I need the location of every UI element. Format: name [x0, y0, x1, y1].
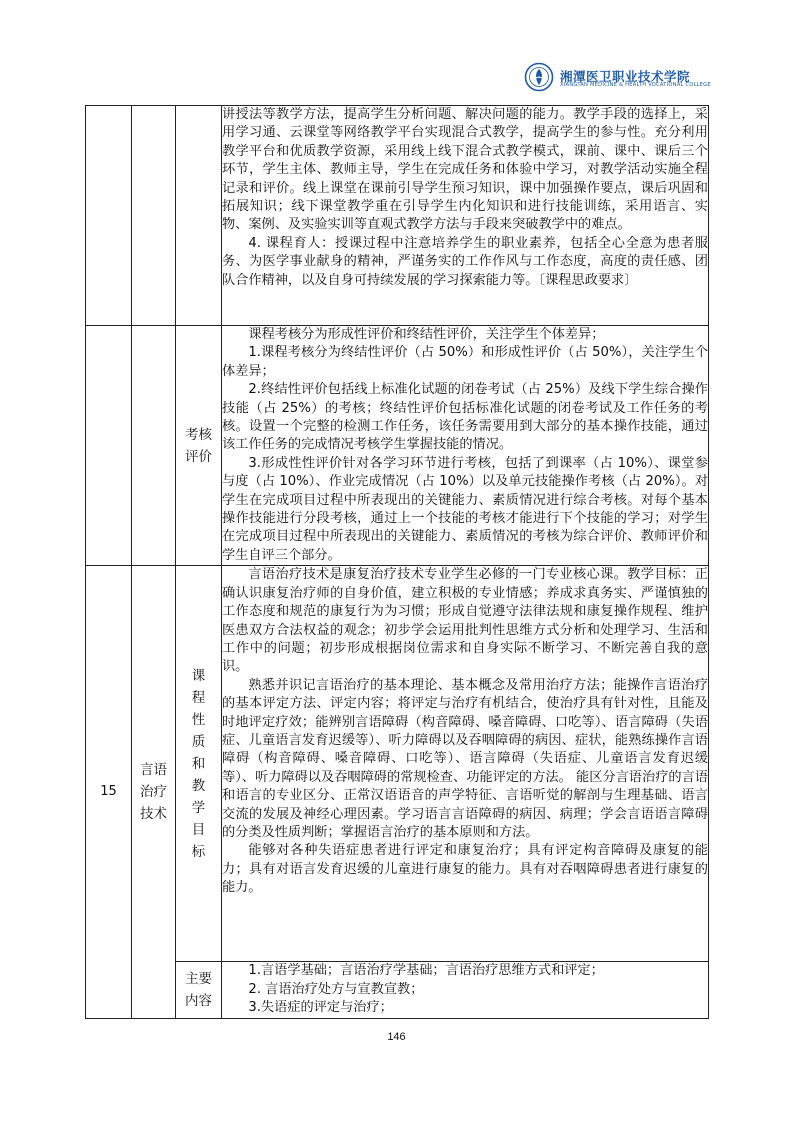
course-cell-empty — [132, 326, 176, 566]
main-content-label: 主要内容 — [176, 962, 222, 1018]
assessment-content — [222, 326, 709, 566]
main-content-item-1: 1.言语学基础；言语治疗学基础；言语治疗思维方式和评定； — [248, 963, 604, 979]
course-cell-empty — [132, 106, 176, 326]
course-name: 言语治疗技术 — [132, 566, 176, 1018]
college-seal-icon — [524, 62, 554, 92]
college-logo — [524, 62, 711, 98]
table-row-main-content — [86, 962, 709, 1018]
nature-text-2: 熟悉并识记言语治疗的基本理论、基本概念及常用治疗方法；能操作言语治疗的基本评定方法、评定内容；将评定与治疗有机结合，使治疗具有针对性，且能及时地评定疗效；能辨别言语障碍（构音障碍、嗓音障碍、口吃等）、语言障碍（失语症、儿童语言发育迟缓等）、听力障碍以及吞咽障碍的病因、症状，能熟练操作言语障碍（构音障碍、嗓音障碍、口吃等）、语言障碍（失语症、儿童语言发育迟缓等）、听力障碍以及吞咽障碍的常规检查、功能评定的方法。 能区分言语治疗的言语和语言的专业区分、正常汉语语音的声学特征、言语听觉的解剖与生理基础、语言交流的发展及神经心理因素。学习语言言语障碍的病因、病理；学会言语语言障碍的分类及性质判断；掌握语言治疗的基本原则和方法。 — [222, 677, 708, 840]
table-row-continued — [86, 106, 709, 326]
course-number: 15 — [86, 566, 132, 1018]
course-education-text: 4. 课程育人：授课过程中注意培养学生的职业素养，包括全心全意为患者服务、为医学事业献身的精神，严谨务实的工作作风与工作态度，高度的责任感、团队合作精神，以及自身可持续发展的学习探索能力等。〔课程思政要求〕 — [222, 235, 708, 288]
college-name-en: XIANGTAN MEDICINE & HEALTH VOCATIONAL COLLEGE — [560, 82, 711, 88]
assessment-item-2: 2.终结性评价包括线上标准化试题的闭卷考试（占 25%）及线下学生综合操作技能（占 25%）的考核；终结性评价包括标准化试题的闭卷考试及工作任务的考核。设置一个完整的检测工作任务，该任务需要用到大部分的基本操作技能，通过该工作任务的完成情况考核学生掌握技能的情况。 — [222, 382, 708, 453]
num-cell-empty — [86, 326, 132, 566]
page-number: 146 — [387, 1031, 406, 1043]
main-content — [222, 962, 709, 1018]
nature-content — [222, 566, 709, 962]
table-row-assessment — [86, 326, 709, 566]
assessment-item-1: 1.课程考核分为终结性评价（占 50%）和形成性评价（占 50%），关注学生个体差异； — [222, 345, 708, 379]
label-cell-empty — [176, 106, 222, 326]
college-name-cn: 湘潭医卫职业技术学院 — [560, 69, 691, 84]
nature-text-3: 能够对各种失语症患者进行评定和康复治疗；具有评定构音障碍及康复的能力；具有对语言发育迟缓的儿童进行康复的能力。具有对吞咽障碍患者进行康复的能力。 — [222, 843, 708, 896]
num-cell-empty — [86, 106, 132, 326]
nature-label: 课程性质和教学目标 — [176, 566, 222, 962]
main-content-item-3: 3.失语症的评定与治疗； — [248, 1000, 393, 1016]
assessment-item-3: 3.形成性性评价针对各学习环节进行考核，包括了到课率（占 10%）、课堂参与度（占 10%）、作业完成情况（占 10%）以及单元技能操作考核（占 20%）。对学生在完成项目过程中所表现出的关键能力、素质情况进行综合考核。对每个基本操作技能进行分段考核，通过上一个技能的考核才能进行下个技能的学习；对学生在完成项目过程中所表现出的关键能力、素质情况的考核为综合评价、教师评价和学生自评三个部分。 — [222, 455, 708, 563]
nature-text-1: 言语治疗技术是康复治疗技术专业学生必修的一门专业核心课。教学目标：正确认识康复治疗师的自身价值，建立积极的专业情感；养成求真务实、严谨慎独的工作态度和规范的康复行为为习惯；形成自觉遵守法律法规和康复操作规程、维护医患双方合法权益的观念；初步学会运用批判性思维方式分析和处理学习、生活和工作中的问题；初步形成根据岗位需求和自身实际不断学习、不断完善自我的意识。 — [222, 567, 708, 675]
teaching-method-text: 讲授法等教学方法，提高学生分析问题、解决问题的能力。教学手段的选择上，采用学习通、云课堂等网络教学平台实现混合式教学，提高学生的参与性。充分利用教学平台和优质教学资源，采用线上线下混合式教学模式，课前、课中、课后三个环节，学生主体、教师主导，学生在完成任务和体验中学习，对教学活动实施全程记录和评价。线上课堂在课前引导学生预习知识，课中加强操作要点，课后巩固和拓展知识；线下课堂教学重在引导学生内化知识和进行技能训练，采用语言、实物、案例、及实验实训等直观式教学方法与手段来突破教学中的难点。 — [222, 107, 708, 233]
assessment-intro: 课程考核分为形成性评价和终结性评价，关注学生个体差异； — [248, 327, 605, 342]
course-table — [85, 105, 709, 1019]
teaching-method-content — [222, 106, 709, 326]
main-content-item-2: 2. 言语治疗处方与宣教宣教； — [248, 981, 424, 997]
assessment-label: 考核评价 — [176, 326, 222, 566]
table-row-nature — [86, 566, 709, 962]
